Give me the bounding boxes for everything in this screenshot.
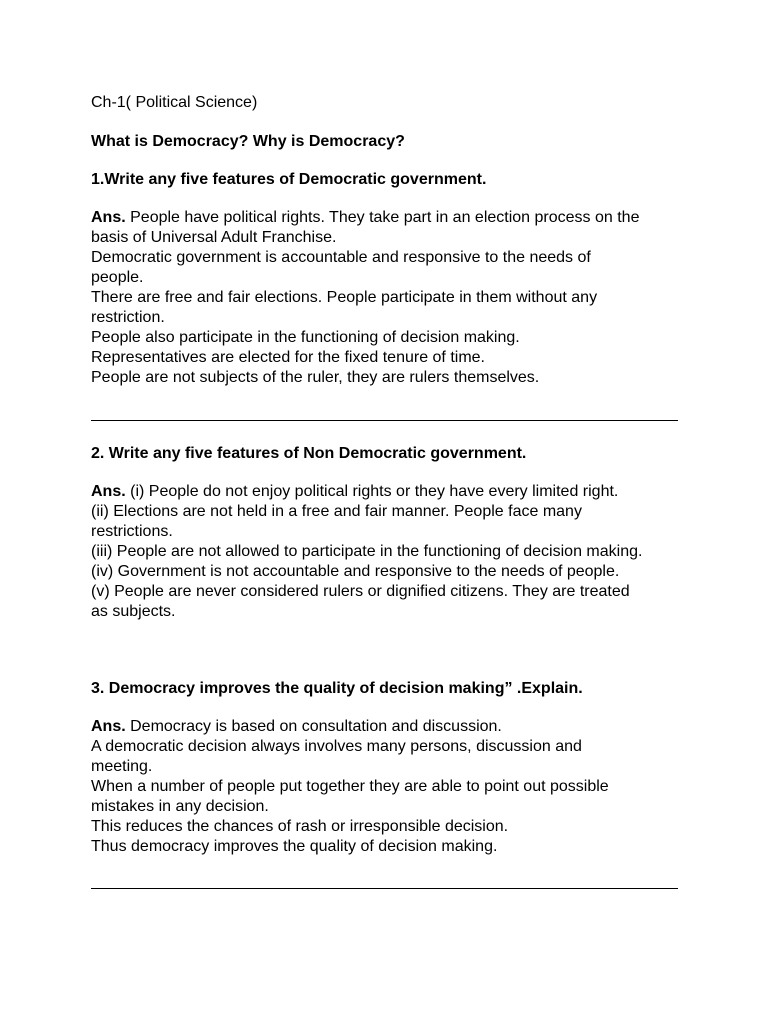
answer-line: (iii) People are not allowed to participate in the functioning of decision making. bbox=[91, 543, 643, 560]
question-1: 1.Write any five features of Democratic government. bbox=[91, 171, 487, 188]
answer-line: There are free and fair elections. People participate in them without any bbox=[91, 289, 598, 306]
answer-line: This reduces the chances of rash or irresponsible decision. bbox=[91, 818, 509, 835]
answer-line: Ans. Democracy is based on consultation and discussion. bbox=[91, 718, 502, 735]
answer-line: When a number of people put together they are able to point out possible bbox=[91, 778, 609, 795]
answer-line: restrictions. bbox=[91, 523, 173, 540]
answer-3 bbox=[91, 717, 691, 857]
answer-line: A democratic decision always involves many persons, discussion and bbox=[91, 738, 582, 755]
answer-line: People also participate in the functioning of decision making. bbox=[91, 329, 520, 346]
ans-label: Ans. bbox=[91, 209, 126, 226]
answer-line: people. bbox=[91, 269, 144, 286]
answer-line: restriction. bbox=[91, 309, 165, 326]
chapter-title: Ch-1( Political Science) bbox=[91, 94, 258, 111]
answer-line: (iv) Government is not accountable and responsive to the needs of people. bbox=[91, 563, 620, 580]
question-2: 2. Write any five features of Non Democratic government. bbox=[91, 445, 527, 462]
answer-line: Ans. People have political rights. They take part in an election process on the bbox=[91, 209, 640, 226]
answer-line: mistakes in any decision. bbox=[91, 798, 269, 815]
answer-line: Representatives are elected for the fixed tenure of time. bbox=[91, 349, 485, 366]
answer-line: Democratic government is accountable and responsive to the needs of bbox=[91, 249, 591, 266]
ans-label: Ans. bbox=[91, 718, 126, 735]
answer-2 bbox=[91, 482, 691, 622]
answer-1 bbox=[91, 208, 691, 388]
answer-line: (ii) Elections are not held in a free and fair manner. People face many bbox=[91, 503, 582, 520]
answer-line: Ans. (i) People do not enjoy political rights or they have every limited right. bbox=[91, 483, 619, 500]
topic-title: What is Democracy? Why is Democracy? bbox=[91, 133, 405, 150]
answer-line: as subjects. bbox=[91, 603, 176, 620]
answer-line: meeting. bbox=[91, 758, 153, 775]
answer-line: People are not subjects of the ruler, they are rulers themselves. bbox=[91, 369, 540, 386]
answer-line: Thus democracy improves the quality of decision making. bbox=[91, 838, 498, 855]
divider-line bbox=[91, 888, 678, 889]
answer-line: (v) People are never considered rulers or dignified citizens. They are treated bbox=[91, 583, 630, 600]
answer-line: basis of Universal Adult Franchise. bbox=[91, 229, 337, 246]
ans-label: Ans. bbox=[91, 483, 126, 500]
divider-line bbox=[91, 420, 678, 421]
question-3: 3. Democracy improves the quality of decision making” .Explain. bbox=[91, 680, 583, 697]
